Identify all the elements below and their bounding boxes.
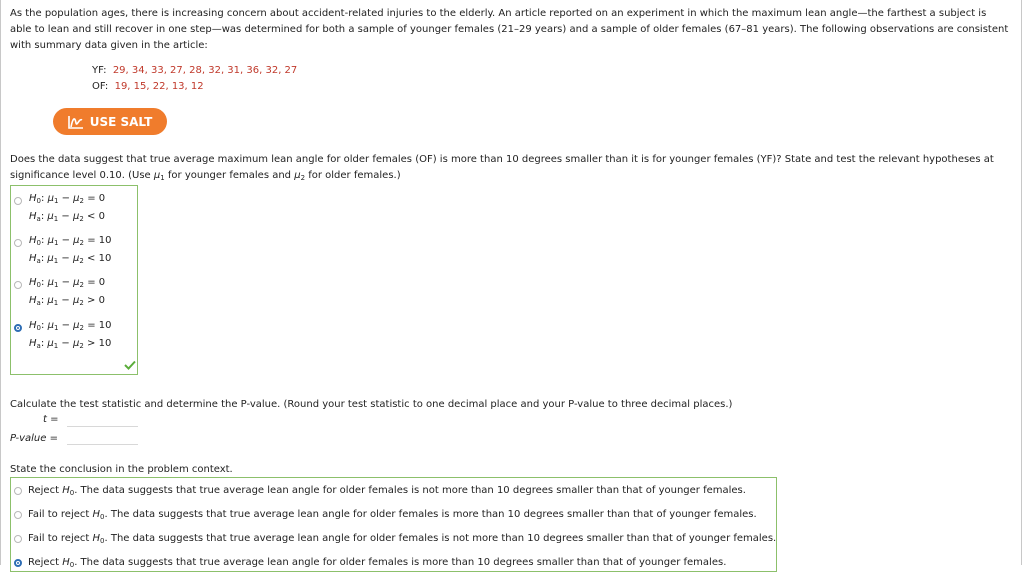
null-hypothesis: $H_0$: $\mu_1 - \mu_2 = 0$: [29, 277, 106, 289]
null-hypothesis: $H_0$: $\mu_1 - \mu_2 = 10$: [29, 235, 112, 247]
alternative-hypothesis: $H_a$: $\mu_1 - \mu_2 < 10$: [29, 253, 112, 265]
salt-chart-icon: [68, 115, 84, 129]
t-label: [43, 412, 58, 428]
question-text: [10, 152, 1010, 184]
t-statistic-input[interactable]: [67, 426, 138, 427]
hypothesis-option-3[interactable]: [11, 276, 137, 316]
yf-row: [92, 63, 297, 79]
hypothesis-option-1[interactable]: [11, 192, 137, 232]
radio-button[interactable]: [14, 197, 22, 205]
hypotheses-answer-box: [10, 185, 138, 375]
conclusion-option-3[interactable]: [11, 529, 776, 549]
radio-button[interactable]: [14, 535, 22, 543]
conclusion-option-1[interactable]: [11, 481, 776, 501]
of-row: [92, 79, 297, 95]
radio-button[interactable]: [14, 559, 22, 567]
conclusion-text: Reject $H_0$. The data suggests that true average lean angle for older females is not more than 10 degrees smaller than that of younger females.: [28, 485, 746, 497]
radio-button[interactable]: [14, 239, 22, 247]
question-part1: Does the data suggest that true average maximum lean angle for older females (OF) is more than 10 degrees smaller than it is for younger females (YF)? State and test the relevant hypotheses at significance level 0.10. (Use: [10, 154, 994, 181]
p-value-input[interactable]: [67, 444, 138, 445]
alternative-hypothesis: $H_a$: $\mu_1 - \mu_2 < 0$: [29, 211, 105, 223]
yf-values: 29, 34, 33, 27, 28, 32, 31, 36, 32, 27: [112, 65, 298, 76]
use-salt-button[interactable]: [53, 108, 167, 135]
use-salt-label: USE SALT: [89, 114, 153, 129]
conclusion-answer-box: [10, 477, 777, 572]
mu-symbol: μ: [153, 170, 161, 181]
calc-prompt: Calculate the test statistic and determine the P-value. (Round your test statistic to one decimal place and your P-value to three decimal places.): [10, 399, 733, 410]
hypothesis-option-4[interactable]: [11, 319, 137, 359]
null-hypothesis: $H_0$: $\mu_1 - \mu_2 = 0$: [29, 193, 106, 205]
right-frame-border: [1021, 0, 1022, 565]
conclusion-option-4[interactable]: [11, 553, 776, 573]
question-part3: for older females.): [305, 170, 401, 181]
p-value-label-text: P-value =: [10, 433, 58, 444]
radio-button[interactable]: [14, 511, 22, 519]
mu-symbol: μ: [294, 170, 301, 181]
conclusion-prompt: State the conclusion in the problem context.: [10, 464, 233, 475]
radio-button[interactable]: [14, 281, 22, 289]
of-values: 19, 15, 22, 13, 12: [114, 81, 204, 92]
mu-sub: 2: [300, 174, 306, 182]
yf-label: YF:: [92, 65, 107, 76]
of-label: OF:: [92, 81, 109, 92]
mu-sub: 1: [160, 174, 165, 182]
conclusion-text: Fail to reject $H_0$. The data suggests that true average lean angle for older females is not more than 10 degrees smaller than that of younger females.: [28, 533, 777, 545]
question-part2: for younger females and: [164, 170, 295, 181]
t-label-text: t =: [43, 414, 59, 425]
problem-intro: As the population ages, there is increasing concern about accident-related injuries to the elderly. An article reported on an experiment in which the maximum lean angle—the farthest a subject is able to lean and still recover in one step—was determined for both a sample of younger females (21–29 years) and a sample of older females (67–81 years). The following observations are consistent with summary data given in the article:: [10, 8, 1009, 51]
alternative-hypothesis: $H_a$: $\mu_1 - \mu_2 > 0$: [29, 295, 105, 307]
alternative-hypothesis: $H_a$: $\mu_1 - \mu_2 > 10$: [29, 338, 112, 350]
left-frame-border: [0, 0, 1, 565]
conclusion-option-2[interactable]: [11, 505, 776, 525]
conclusion-text: Reject $H_0$. The data suggests that true average lean angle for older females is more than 10 degrees smaller than that of younger females.: [28, 557, 727, 569]
conclusion-text: Fail to reject $H_0$. The data suggests that true average lean angle for older females is more than 10 degrees smaller than that of younger females.: [28, 509, 757, 521]
radio-button[interactable]: [14, 324, 22, 332]
p-value-label: [10, 431, 58, 447]
radio-button[interactable]: [14, 487, 22, 495]
hypothesis-option-2[interactable]: [11, 234, 137, 274]
correct-check-icon: [124, 360, 136, 373]
null-hypothesis: $H_0$: $\mu_1 - \mu_2 = 10$: [29, 320, 112, 332]
data-block: [92, 63, 297, 95]
